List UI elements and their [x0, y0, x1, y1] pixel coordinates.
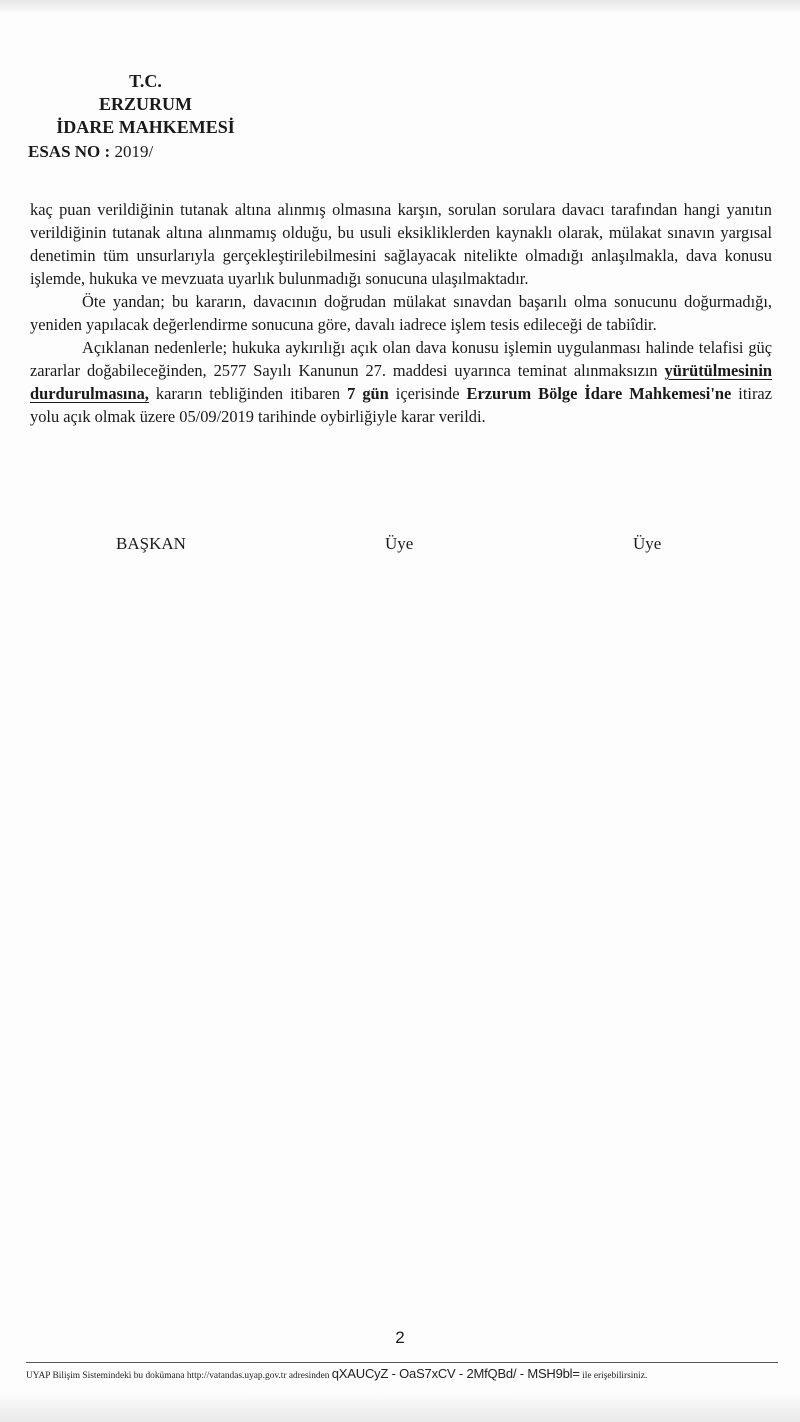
- court-header: [28, 70, 278, 163]
- case-number-value: 2019/: [114, 142, 154, 161]
- page-top-shadow: [0, 0, 800, 14]
- footer-divider: [26, 1362, 778, 1363]
- paragraph-3-part-1: Açıklanan nedenlerle; hukuka aykırılığı açık olan dava konusu işlemin uygulanması halinde telafisi güç zararlar doğabileceğinden, 2577 Sayılı Kanunun 27. maddesi uyarınca teminat alınmaksızın: [30, 338, 772, 380]
- paragraph-3-part-2: kararın tebliğinden itibaren: [148, 384, 348, 403]
- case-number-label: ESAS NO :: [28, 142, 111, 161]
- regional-court-name: Erzurum Bölge İdare Mahkemesi'ne: [466, 384, 732, 403]
- page-bottom-shadow: [0, 1392, 800, 1422]
- paragraph-3: [30, 336, 772, 428]
- signature-member-1: Üye: [385, 534, 414, 553]
- paragraph-1: kaç puan verildiğinin tutanak altına alınmış olmasına karşın, sorulan sorulara davacı tarafından hangi yanıtın verildiğinin tutanak altına alınmamış olduğu, bu usuli eksikliklerden kaynaklı olarak, mülakat sınavın yargısal denetimin tüm unsurlarıyla gerçekleştirilebilmesini sağlayacak nitelikte olmadığı anlaşılmakla, dava konusu işlemde, hukuka ve mevzuata uyarlık bulunmadığı sonucuna ulaşılmaktadır.: [30, 200, 772, 288]
- paragraph-3-part-3: içerisinde: [388, 384, 467, 403]
- header-city: ERZURUM: [99, 94, 192, 114]
- decision-body: [30, 198, 772, 428]
- header-court-name: İDARE MAHKEMESİ: [56, 117, 235, 137]
- footer-prefix: UYAP Bilişim Sistemindeki bu dokümana http://vatandas.uyap.gov.tr adresinden: [26, 1371, 330, 1381]
- appeal-period: 7 gün: [347, 384, 389, 403]
- verification-code: qXAUCyZ - OaS7xCV - 2MfQBd/ - MSH9bl=: [331, 1366, 580, 1381]
- signature-president: BAŞKAN: [116, 534, 186, 553]
- case-number: [28, 140, 278, 163]
- signature-block: [0, 534, 800, 560]
- verification-footer: [26, 1366, 786, 1384]
- header-tc: T.C.: [129, 71, 162, 91]
- signature-member-2: Üye: [633, 534, 662, 553]
- paragraph-2: Öte yandan; bu kararın, davacının doğrudan mülakat sınavdan başarılı olma sonucunu doğurmadığı, yeniden yapılacak değerlendirme sonucuna göre, davalı iadrece işlem tesis edileceği de tabiîdir.: [30, 292, 772, 334]
- paragraph-3-part-4: itiraz yolu açık olmak üzere 05/09/2019 tarihinde oybirliğiyle karar verildi.: [30, 384, 772, 426]
- stay-of-execution-text: yürütülmesinin durdurulmasına,: [30, 361, 772, 403]
- footer-suffix: ile erişebilirsiniz.: [582, 1371, 648, 1381]
- page-number: 2: [395, 1328, 405, 1347]
